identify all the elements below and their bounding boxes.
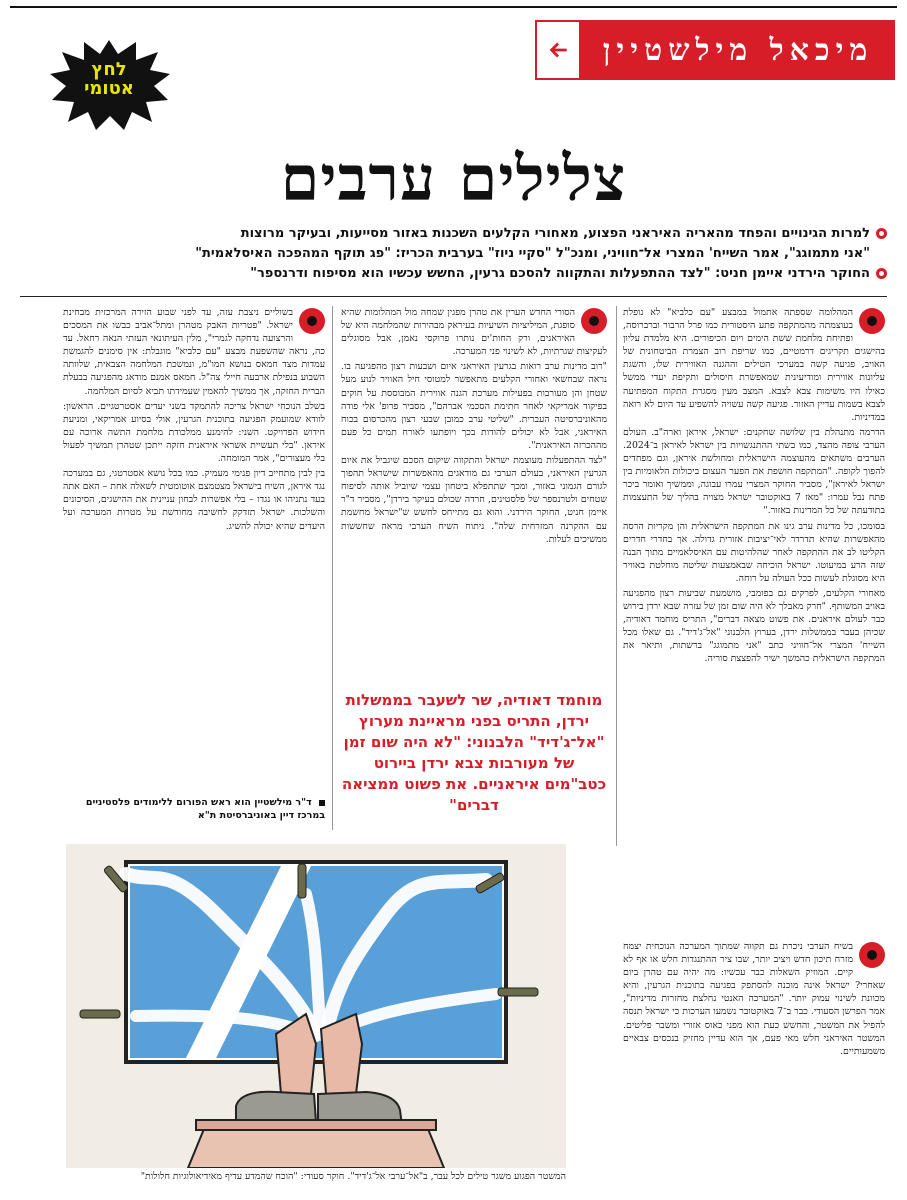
missile-icon xyxy=(298,864,306,898)
subhead-1: למרות הגינויים והפחד מהאריה האיראני הפצוע, מאחורי הקלעים השכנות באזור מסייעות, ובעיקר מרוצות xyxy=(20,224,887,244)
paragraph: בסומכו, כל מדינות ערב גינו את המתקפה הישראלית והן מקריות הרסה מהאפשרות שהיא תדרדר לאי־יציבות אזורית גדולה. אך בחדרי חדרים הקליטו לב את ההתקפה לאחר שהלהיטות עם האיסלאמיים מתוך הבנה שזה הרע במיעוטו. ישראל הוכיחה שבאמצעות שליטה מוחלטת באוויר היא מסוגלת לעשות ככל העולה על רוחה. xyxy=(623,520,885,584)
page-title: צלילים ערבים xyxy=(280,142,627,215)
bullet-icon xyxy=(876,228,887,239)
paragraph: המהלומה שספתה אתמול במבצע "עם כלביא" לא נופלת בעוצמתה מהמתקפה פתע היסטורית כמו פרל הרבור וברברוסה, ופתיחת מלחמת ששת הימים ויום הכיפורים. היא מלמדת עליון בהישגים תקריגים דרמטיים, כמו שריפת רוב הצמרת הביטחונית של האויב, פגיעה קשה במערכי הטילים וההגנה האווירית שלו, והשגת עליונות אווירית ומודיעינית שמאפשרת חיסולים ותקיפת יעדי ממשל כאילו היו משימות צבא לצבא. המצב מעין מסגרת התקוח המפתיעה לצבא בשמות עדיין האזור. פגיעה קשה עשויה להשפיע עד היום לא רואה במדיניות. xyxy=(623,307,885,423)
pull-quote: מוחמד דאודיה, שר לשעבר בממשלות ירדן, התריס בפני מראיינת מערוץ "אל־ג'דיד" הלבנוני: "לא היה שום זמן של מעורבות צבא ירדן ביירוט כטב"מים איראניים. את פשוט ממציאה דברים" xyxy=(341,691,607,814)
article-column-left xyxy=(63,306,325,830)
subheads xyxy=(20,224,887,284)
subhead-divider xyxy=(20,296,887,297)
paragraph: בשיח הערבי ניכרת גם תקווה שמתוך המערכה הנוכחית יצמח מזרח תיכון חדש ויציב יותר, שבו ציר ההתנגדות חלש או אף לא קיים. המוזיק השאלות כבר עכשיו: מה יהיה עם טהרן ביום שאחרי? ישראל אינה מוכנה להסתפק בפגיעה בתוכנית הגרעין, והיא מכוונת לשינוי עמוק יותר. "המערכה האנטי נחלצת מחזרות מדיניות", אמר הפרשן הסעודי. כבר ב־7 באוקטובר נשמעו הערכות כי ישראל תנסה להפיל את המשטר, והחשש כעת הוא מפני כאוס אזורי ומשבר פליטים. המשטר האיראני חלש מאי פעם, אך הוא עדיין מחזיק בנכסים צבאיים משמעותיים. xyxy=(623,941,885,1057)
section-marker-icon xyxy=(299,308,325,334)
paragraph: "לצד ההתפעלות מעוצמת ישראל והתקווה שיקום הסכם שיגביל את איום הגרעין האיראני, בעולם הערבי גם מודאגים מהאפשרות שישראל תהפוך לגורם הגמוני באזור, ומכך שתתפלא ביטחון עצמי שיוביל אותה לסיפוח שטחים ולטרנספר של פלסטינים, חרדה שכולם בעיקר בירדן", מסביר ד"ר איימן חניט, החוקר הירדני. והוא גם מתייחס לחשש ש"ישראל מחשמת עם ההקרנה המזרחית שלה". ניתוח השיח הערבי מראה שחששות ממשיכים לעלות. xyxy=(341,455,607,545)
subhead-2: "אני מתמוגג", אמר השייח' המצרי אל־חוויני, ומנכ"ל "סקיי ניוז" בערבית הכריז: "פג תוקף המהפכה האיסלאמית" xyxy=(195,246,870,261)
article-column-middle xyxy=(341,306,607,680)
top-rule xyxy=(10,6,897,8)
paragraph: בשלב הנוכחי ישראל צריכה להתמקד בשני יעדים אסטרטגיים. הראשון: לוודא שמועמק הפגיעה בתוכנית הגרעין, אולי בסיוע אמריקאי, ומניעת חידוש הפרויקט. השני: להימנע ממלכודת מלחמת התשה ארוכה עם איראן. "בלי תעשיית אשראי איראנית חזקה ייתכן שטהרן תמשיך לפעול בלי מעצורים", אמר המומחה. xyxy=(63,400,325,465)
article-column-right-lower xyxy=(623,940,885,1190)
author-bio: ד"ר מילשטיין הוא ראש הפורום ללימודים פלסטיניים במרכז דיין באוניברסיטת ת"א xyxy=(85,797,325,821)
paragraph: בשוליים ניצבת עזה, עד לפני שבוע הזירה המרכזית מבחינת ישראל. "פטריות האבק מטהרן ומתל־אביב כבשו את המסכים והרצועה נדחקה לגמרי", מלין העיתונאי העזתי הנאה רחאל. עד כה, נראה שהשפעת מבצע "עם כלביא" מוגבלת: אין סימנים להגמשת עמדות מצד חמאס בנושא המו"מ, ונמשכת המלחמה הצבאית, שלוותה השבוע בנפילת ארבעה חיילי צה"ל. חמאס אמנם מודאג מהפגיעה בבעלת הברית החזקה, אך ממשיך להאמין שעמידתו תביא לסיום המלחמה. xyxy=(63,307,325,397)
author-name: מיכאל מילשטיין xyxy=(602,32,874,68)
section-badge xyxy=(44,36,174,132)
missile-icon xyxy=(80,1010,120,1018)
paragraph: "רוב מדינות ערב רואות בגרעין האיראני איום ושבעות רצון מהפגיעה בו. נראה שבחשאי ואחורי הקלעים מתאפשר למטוסי חיל האוויר לנוע מעל שטחן והן מעורבות בפעילות מערכת הגנה אווירית המבוססת על חוקים בפיקוד אמריקאי לאחר חתימת הסכמי אברהם", מסביר פרופ' אלי פודה מהאוניברסיטה העברית. "שליטי ערב כמובן שבעי רצון מהכרסום בכוח האיראני, אבל לא יכולים להודות בכך ויופתעו לאורח תמים כל פעם מההכרזה האיראנית". xyxy=(341,361,607,451)
author-banner xyxy=(535,20,895,80)
badge-label: לחץ אטומי xyxy=(84,59,134,99)
bio-marker-icon xyxy=(319,800,325,806)
paragraph: הסורי החדש הערין את טהרן מפגין שמחה מול המהלומות שהיא סופגת, המיליציות השיעיות בעיראק מבהירות שהמלחמה היא של האיראנים, ורק החות'ים נותרו פרוקסי נאמן, אבל מסוגלים לעקיצות שגרתיות, לא לשינוי פני המערכה. xyxy=(341,307,607,358)
paragraph: הדרמה מתנהלת בין שלושה שחקנים: ישראל, איראן וארה"ב. העולם הערבי צופה מהצד, כמו בשתי ההתנגשויות בין ישראל לאיראן ב־2024. הערבים משתאים מהעוצמה הישראלית ומחולשת איראן, וגם מפחדים להפוך לקופה. "המתקפה חושפת את הפער העצום ביכולות הלאומיות בין ישראל לאיראן", מסביר החוקר המצרי עמרו עבוגה, וממשיך ואומר ביכר פתח נבל עמרו: "מאז 7 באוקטובר ישראל מצויה בהליך של התעצמות בתודעתה של כל המדינות באזור." xyxy=(623,426,885,517)
section-marker-icon xyxy=(859,942,885,968)
image-caption: המשטר הפגוע משגר טילים לכל עבר, ב"אל־ערבי אל־ג'דיד". חוקר סעודי: "הוכח שהמדע עדיף מאידיאולוגיות חלולות" xyxy=(140,1171,566,1182)
paragraph: מאחורי הקלעים, לפרקים גם בפומבי, מושמעת שביעות רצון מהפגיעה באויב המשותף. "חרק מאבלך לא היה שום זמן של עזרה שבא ירדן בירוש כבר לעולם איראנים. את פשוט מצאה דברים", התריס מוחמד דאודיה, שכיהן בעבר בממשלות ירדן, בערוץ הלבנוני "אל־ג'דיד". גם שאלו מכל השייח' המצרי אל־חוויני כתב "אני מתמוגג" ברשתות, ותיאר את המתקפה הישראלית כהמשך ישיר להפצצת סוריה. xyxy=(623,587,885,665)
back-arrow-icon[interactable] xyxy=(535,20,581,80)
subhead-3: החוקר הירדני איימן חניט: "לצד ההתפעלות והתקווה להסכם גרעין, החשש עכשיו הוא מסיפוח ודרנספר" xyxy=(20,264,887,284)
cartoon-illustration xyxy=(66,844,566,1168)
bullet-icon xyxy=(876,268,887,279)
cartoon-svg xyxy=(66,844,566,1168)
paragraph: בין לבין מתחייב דיון פנימי מעמיק. כמו בכל נושא אסטרטגי, גם במערכה נגד איראן, השיח בישראל מצטמצם אוטומטית לשאלה אחת – האם אתה בעד נתניהו או נגדו – בלי אפשרות לבחון עניינית את ההישגים, הסיכונים והשלכות. ישראל תזדקק לחשיבה מחודשת על מטרות המערכה ועל היעדים שהיא יכולה להשיג. xyxy=(63,468,325,532)
column-divider xyxy=(332,306,333,830)
missile-icon xyxy=(498,988,538,996)
section-marker-icon xyxy=(859,308,885,334)
section-marker-icon xyxy=(581,308,607,334)
column-divider xyxy=(616,306,617,846)
